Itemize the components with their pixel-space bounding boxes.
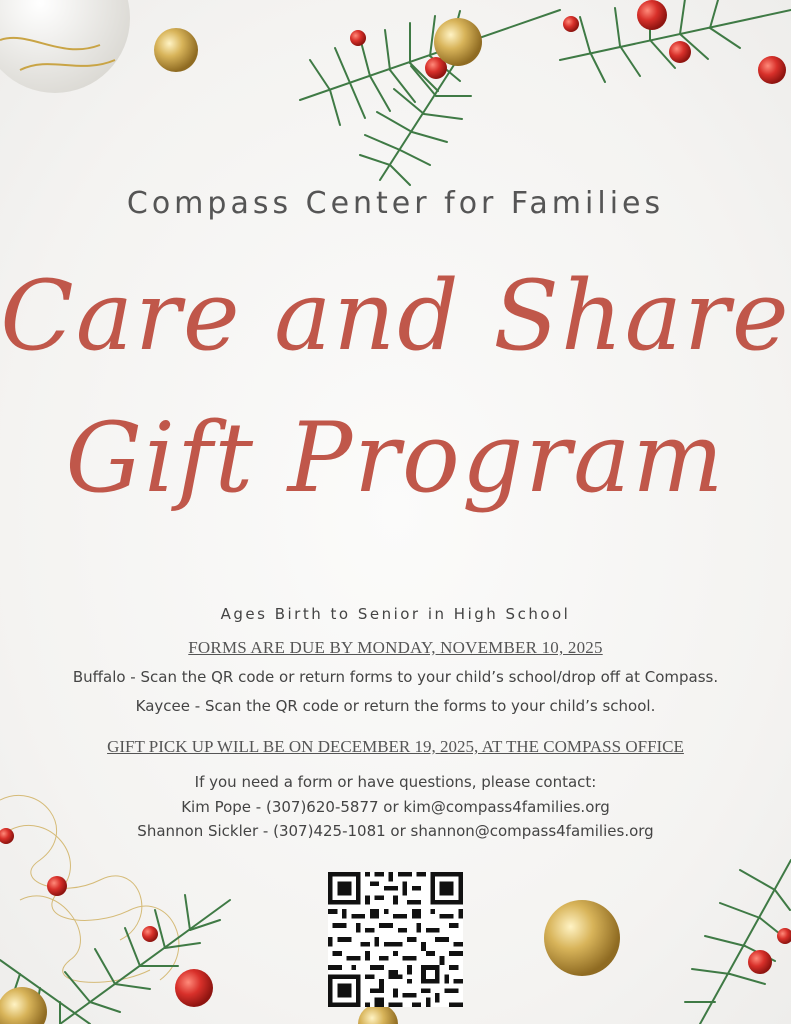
organization-name: Compass Center for Families <box>126 186 665 221</box>
contact-kim-pope[interactable]: Kim Pope - (307)620-5877 or kim@compass4families.org <box>181 798 610 816</box>
contact-shannon-sickler[interactable]: Shannon Sickler - (307)425-1081 or shannon@compass4families.org <box>137 822 654 840</box>
program-title-line-2: Gift Program <box>65 402 726 514</box>
white-ornament-icon <box>0 0 130 93</box>
gold-ornament-icon <box>154 28 198 72</box>
gold-ornament-icon <box>544 900 620 976</box>
qr-code-icon[interactable] <box>328 872 463 1007</box>
gift-pickup-date: GIFT PICK UP WILL BE ON DECEMBER 19, 2025, AT THE COMPASS OFFICE <box>107 737 684 756</box>
buffalo-instructions: Buffalo - Scan the QR code or return forms to your child’s school/drop off at Compass. <box>72 668 719 686</box>
program-title-line-1: Care and Share <box>0 260 791 372</box>
gold-ornament-icon <box>358 1004 398 1024</box>
gold-ornament-icon <box>434 18 482 66</box>
eligibility-ages: Ages Birth to Senior in High School <box>220 605 571 623</box>
pine-branch-icon <box>685 860 791 1024</box>
kaycee-instructions: Kaycee - Scan the QR code or return the forms to your child’s school. <box>135 697 656 715</box>
contact-intro: If you need a form or have questions, please contact: <box>194 773 597 791</box>
pine-branch-icon <box>300 0 791 185</box>
red-berry-icon <box>0 828 213 1007</box>
forms-due-date: FORMS ARE DUE BY MONDAY, NOVEMBER 10, 2025 <box>188 638 603 657</box>
